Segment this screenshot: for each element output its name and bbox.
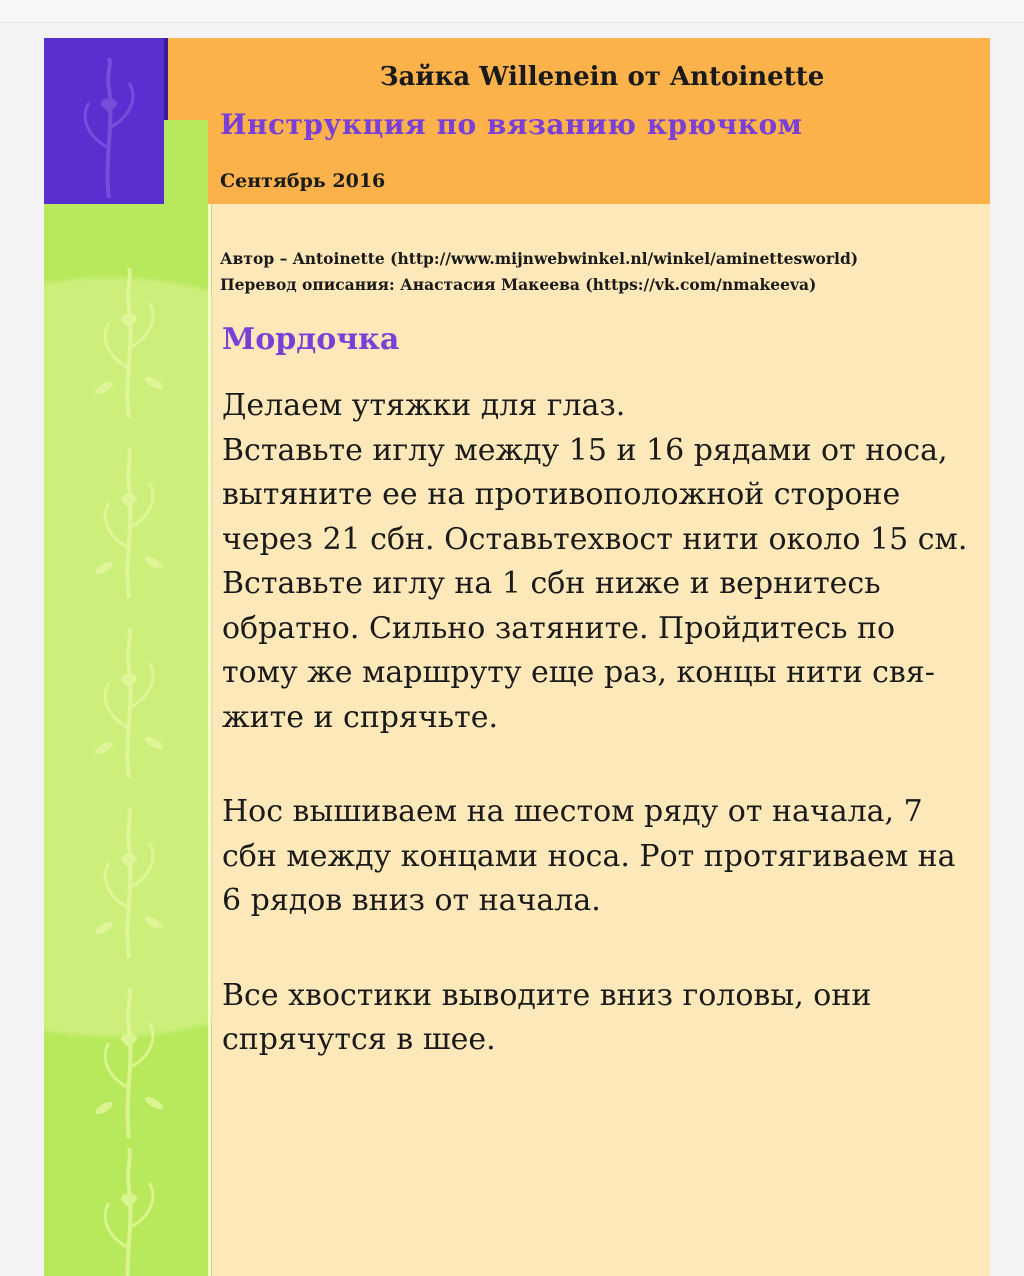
document-subtitle: Инструкция по вязанию крючком <box>220 108 803 141</box>
left-decor-column <box>44 38 212 1276</box>
heart-vine-ornament-icon <box>84 448 174 598</box>
instruction-paragraph: Все хвостики выводите вниз головы, они спрячутся в шее. <box>222 977 872 1057</box>
green-notch <box>164 120 208 204</box>
content-edge-line <box>208 204 211 1276</box>
document-title: Зайка Willenein от Antoinette <box>379 62 825 92</box>
heart-vine-ornament-icon <box>84 1148 174 1276</box>
heart-vine-ornament-icon <box>64 58 154 198</box>
author-credit: Автор – Antoinette (http://www.mijnwebwinkel.nl/winkel/aminettesworld) <box>220 249 859 268</box>
heart-vine-ornament-icon <box>84 268 174 418</box>
heart-vine-ornament-icon <box>84 988 174 1138</box>
instruction-paragraph: Делаем утяжки для глаз. <box>222 388 626 423</box>
document-date: Сентябрь 2016 <box>220 170 386 192</box>
instructions-body <box>222 384 974 1063</box>
credits-block <box>220 246 980 298</box>
instruction-paragraph: Вставьте иглу между 15 и 16 рядами от носа, вытяните ее на противоположной стороне через 21 сбн. Оставьтехвост нити около 15 см. Вставьте иглу на 1 сбн ниже и вернитесь обратно. Сильно затяните. Пройдитесь по тому же маршруту еще раз, концы нити свя-жите и спрячьте. <box>222 432 968 735</box>
translation-credit: Перевод описания: Анастасия Макеева (https://vk.com/nmakeeva) <box>220 275 817 294</box>
heart-vine-ornament-icon <box>84 628 174 778</box>
section-title: Мордочка <box>222 322 400 357</box>
instruction-paragraph: Нос вышиваем на шестом ряду от начала, 7 сбн между концами носа. Рот протягиваем на 6 рядов вниз от начала. <box>222 794 956 918</box>
purple-corner-block <box>44 38 164 204</box>
heart-vine-ornament-icon <box>84 808 174 958</box>
viewer-top-bar <box>0 0 1024 23</box>
document-page <box>44 38 990 1276</box>
